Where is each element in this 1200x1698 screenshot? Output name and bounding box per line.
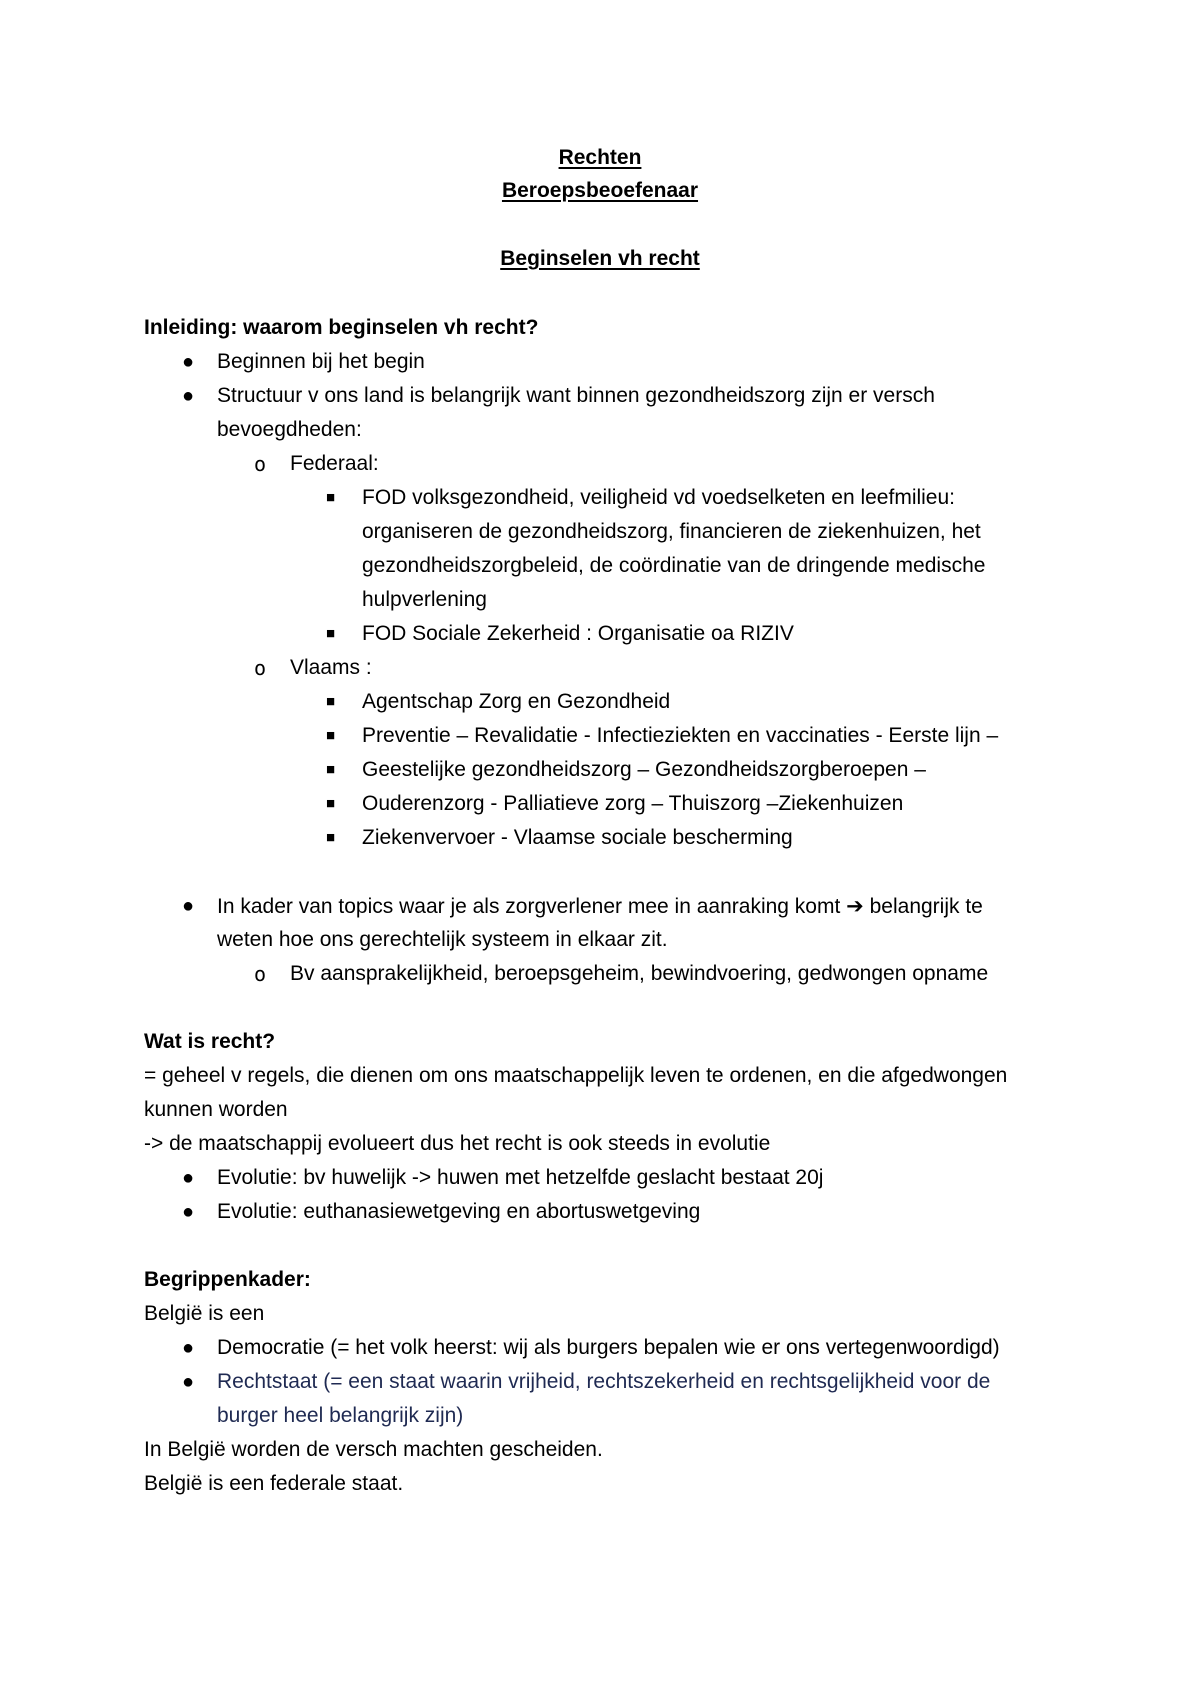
paragraph-line: België is een [144,1302,265,1325]
sub-sub-item: Ziekenvervoer - Vlaamse sociale bescherming [362,826,793,849]
list-item-continuation: burger heel belangrijk zijn) [217,1404,464,1427]
paragraph-line: = geheel v regels, die dienen om ons maatschappelijk leven te ordenen, en die afgedwongen [144,1064,1008,1087]
list-item: Evolutie: bv huwelijk -> huwen met hetzelfde geslacht bestaat 20j [217,1166,824,1189]
sub-sub-item-continuation: gezondheidszorgbeleid, de coördinatie van de dringende medische [362,554,986,577]
bullet-circle: o [254,452,267,476]
title-beroepsbeoefenaar: Beroepsbeoefenaar [501,179,699,202]
bullet-circle: o [254,656,267,680]
bullet-circle: o [254,962,267,986]
list-item-text: In kader van topics waar je als zorgverlener mee in aanraking komt [217,895,841,918]
sub-item-vlaams: Vlaams : [290,656,372,679]
bullet-disc: ● [182,1337,195,1359]
sub-sub-item-continuation: hulpverlening [362,588,487,611]
paragraph-line: België is een federale staat. [144,1472,404,1495]
sub-sub-item: Geestelijke gezondheidszorg – Gezondheidszorgberoepen – [362,758,926,781]
bullet-square: ■ [326,625,336,642]
title-beginselen: Beginselen vh recht [500,247,700,270]
sub-sub-item: Preventie – Revalidatie - Infectieziekten en vaccinaties - Eerste lijn – [362,724,999,747]
list-item: Evolutie: euthanasiewetgeving en abortuswetgeving [217,1200,701,1223]
list-item [217,891,983,921]
bullet-disc: ● [182,1201,195,1223]
bullet-disc: ● [182,1167,195,1189]
sub-item: Bv aansprakelijkheid, beroepsgeheim, bewindvoering, gedwongen opname [290,962,989,985]
list-item-text: belangrijk te [869,895,983,918]
bullet-disc: ● [182,1371,195,1393]
bullet-square: ■ [326,761,336,778]
bullet-disc: ● [182,351,195,373]
title-rechten: Rechten [558,146,642,169]
bullet-disc: ● [182,895,195,917]
bullet-square: ■ [326,693,336,710]
list-item: Democratie (= het volk heerst: wij als burgers bepalen wie er ons vertegenwoordigd) [217,1336,1000,1359]
heading-inleiding: Inleiding: waarom beginselen vh recht? [144,316,539,339]
paragraph-line: In België worden de versch machten gescheiden. [144,1438,603,1461]
sub-item-federaal: Federaal: [290,452,379,475]
sub-sub-item: FOD volksgezondheid, veiligheid vd voedselketen en leefmilieu: [362,486,956,509]
list-item: Rechtstaat (= een staat waarin vrijheid, rechtszekerheid en rechtsgelijkheid voor de [217,1370,991,1393]
list-item-continuation: bevoegdheden: [217,418,362,441]
paragraph-line: kunnen worden [144,1098,288,1121]
sub-sub-item-continuation: organiseren de gezondheidszorg, financieren de ziekenhuizen, het [362,520,981,543]
list-item: Structuur v ons land is belangrijk want binnen gezondheidszorg zijn er versch [217,384,935,407]
bullet-square: ■ [326,727,336,744]
heading-wat-is-recht: Wat is recht? [144,1030,276,1053]
bullet-square: ■ [326,489,336,506]
heading-begrippenkader: Begrippenkader: [144,1268,311,1291]
bullet-square: ■ [326,829,336,846]
bullet-square: ■ [326,795,336,812]
list-item-continuation: weten hoe ons gerechtelijk systeem in elkaar zit. [217,928,668,951]
sub-sub-item: Ouderenzorg - Palliatieve zorg – Thuiszorg –Ziekenhuizen [362,792,904,815]
list-item: Beginnen bij het begin [217,350,425,373]
bullet-disc: ● [182,385,195,407]
arrow-icon: ➔ [846,894,864,918]
sub-sub-item: Agentschap Zorg en Gezondheid [362,690,671,713]
paragraph-line: -> de maatschappij evolueert dus het recht is ook steeds in evolutie [144,1132,771,1155]
sub-sub-item: FOD Sociale Zekerheid : Organisatie oa RIZIV [362,622,794,645]
